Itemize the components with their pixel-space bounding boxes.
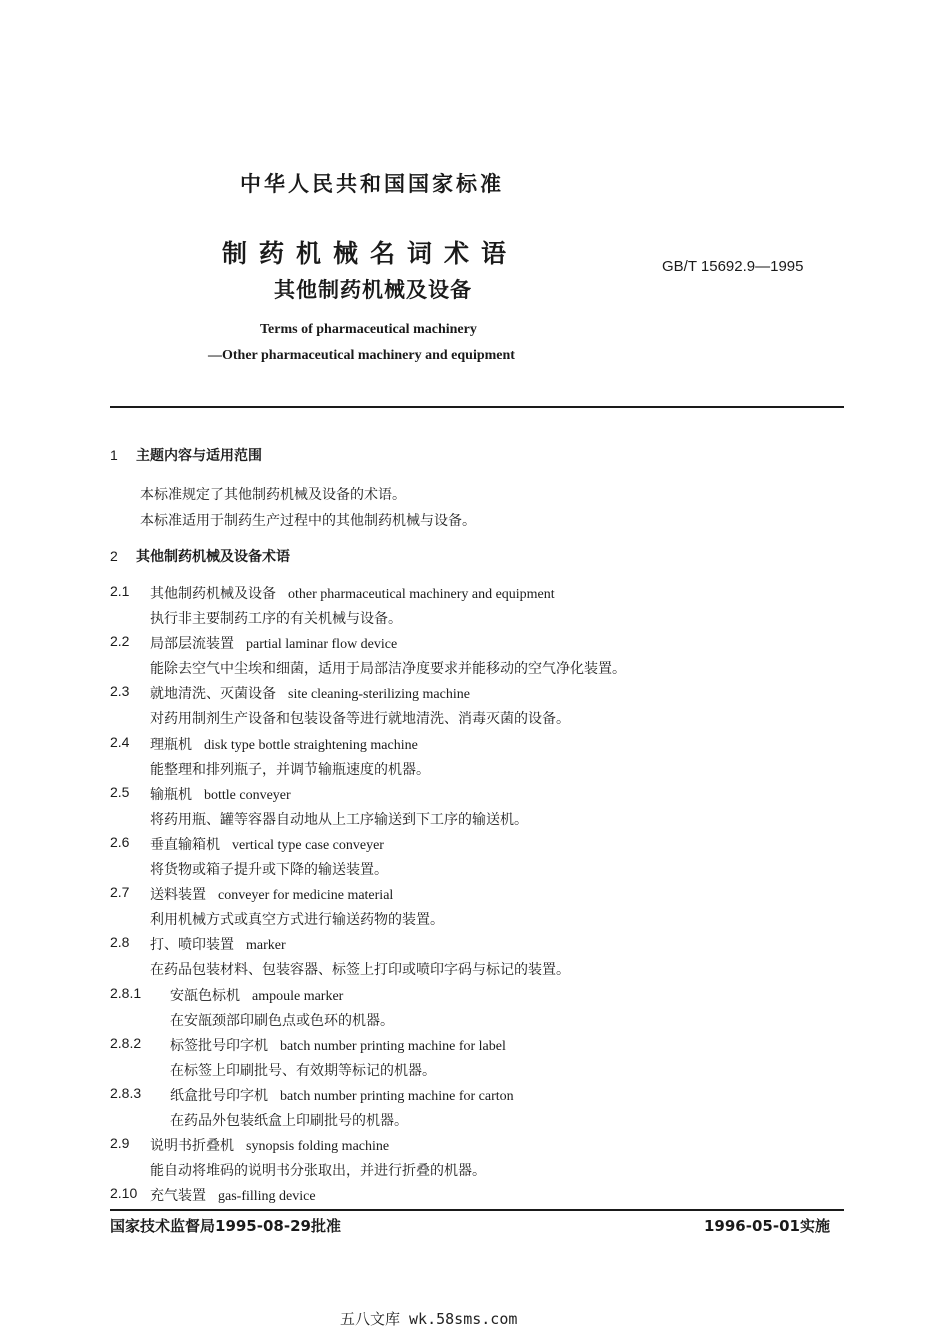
term-en: batch number printing machine for label (280, 1039, 506, 1054)
term-en: ampoule marker (252, 989, 344, 1004)
term-definition: 在药品包装材料、包装容器、标签上打印或喷印字码与标记的装置。 (150, 962, 570, 978)
term-entry (170, 985, 343, 1005)
english-subtitle: —Other pharmaceutical machinery and equipment (208, 348, 515, 363)
term-definition: 能整理和排列瓶子，并调节输瓶速度的机器。 (150, 762, 430, 778)
term-zh: 安瓿色标机 (170, 988, 240, 1004)
term-en: gas-filling device (218, 1189, 316, 1204)
term-entry (150, 1185, 316, 1205)
term-entry (170, 1035, 506, 1055)
term-number: 2.8.3 (110, 1085, 142, 1101)
term-zh: 垂直输箱机 (150, 837, 220, 853)
term-entry (150, 834, 384, 854)
header-divider (110, 406, 844, 408)
term-en: marker (246, 938, 286, 953)
term-definition: 将药用瓶、罐等容器自动地从上工序输送到下工序的输送机。 (150, 812, 528, 828)
effective-date: 1996-05-01实施 (704, 1217, 830, 1235)
term-entry (150, 683, 470, 703)
term-zh: 就地清洗、灭菌设备 (150, 686, 276, 702)
footer-divider (110, 1209, 844, 1211)
approval-date: 国家技术监督局1995-08-29批准 (110, 1217, 341, 1235)
term-zh: 其他制药机械及设备 (150, 586, 276, 602)
term-en: vertical type case conveyer (232, 838, 384, 853)
section-number: 1 (110, 447, 118, 463)
term-entry (150, 734, 418, 754)
term-number: 2.8.2 (110, 1035, 142, 1051)
english-title: Terms of pharmaceutical machinery (260, 322, 477, 337)
watermark-text: 五八文库 wk.58sms.com (340, 1310, 518, 1328)
term-number: 2.8 (110, 934, 130, 950)
term-number: 2.4 (110, 734, 130, 750)
standard-code: GB/T 15692.9—1995 (662, 258, 804, 275)
term-entry (150, 934, 286, 954)
page-title: 制药机械名词术语 (222, 239, 519, 268)
term-en: other pharmaceutical machinery and equipment (288, 587, 555, 602)
term-en: partial laminar flow device (246, 637, 398, 652)
term-entry (170, 1085, 514, 1105)
term-en: site cleaning-sterilizing machine (288, 687, 470, 702)
term-number: 2.3 (110, 683, 130, 699)
term-entry (150, 583, 555, 603)
term-zh: 打、喷印装置 (150, 937, 234, 953)
term-definition: 能自动将堆码的说明书分张取出，并进行折叠的机器。 (150, 1163, 486, 1179)
term-zh: 说明书折叠机 (150, 1138, 234, 1154)
term-zh: 纸盒批号印字机 (170, 1088, 268, 1104)
term-number: 2.2 (110, 633, 130, 649)
term-zh: 输瓶机 (150, 787, 192, 803)
term-number: 2.1 (110, 583, 130, 599)
term-number: 2.5 (110, 784, 130, 800)
section-number: 2 (110, 548, 118, 564)
national-standard-label: 中华人民共和国国家标准 (240, 172, 504, 196)
term-entry (150, 784, 291, 804)
term-entry (150, 1135, 389, 1155)
term-definition: 对药用制剂生产设备和包装设备等进行就地清洗、消毒灭菌的设备。 (150, 711, 570, 727)
term-entry (150, 884, 393, 904)
term-definition: 在药品外包装纸盒上印刷批号的机器。 (170, 1113, 408, 1129)
term-number: 2.7 (110, 884, 130, 900)
term-en: batch number printing machine for carton (280, 1089, 514, 1104)
term-zh: 局部层流装置 (150, 636, 234, 652)
term-en: synopsis folding machine (246, 1139, 390, 1154)
section-title: 其他制药机械及设备术语 (136, 549, 290, 565)
term-zh: 理瓶机 (150, 737, 192, 753)
term-definition: 将货物或箱子提升或下降的输送装置。 (150, 862, 388, 878)
term-number: 2.10 (110, 1185, 138, 1201)
section-2-heading (110, 546, 290, 566)
term-entry (150, 633, 397, 653)
term-definition: 能除去空气中尘埃和细菌，适用于局部洁净度要求并能移动的空气净化装置。 (150, 661, 626, 677)
term-number: 2.9 (110, 1135, 130, 1151)
paragraph: 本标准规定了其他制药机械及设备的术语。 (140, 487, 406, 503)
term-zh: 送料装置 (150, 887, 206, 903)
section-1-heading (110, 445, 262, 465)
term-zh: 充气装置 (150, 1188, 206, 1204)
term-definition: 利用机械方式或真空方式进行输送药物的装置。 (150, 912, 444, 928)
term-definition: 在标签上印刷批号、有效期等标记的机器。 (170, 1063, 436, 1079)
section-title: 主题内容与适用范围 (136, 448, 262, 464)
term-definition: 在安瓿颈部印刷色点或色环的机器。 (170, 1013, 394, 1029)
term-en: disk type bottle straightening machine (204, 738, 418, 753)
term-number: 2.6 (110, 834, 130, 850)
page-subtitle: 其他制药机械及设备 (274, 278, 472, 302)
term-zh: 标签批号印字机 (170, 1038, 268, 1054)
term-number: 2.8.1 (110, 985, 142, 1001)
paragraph: 本标准适用于制药生产过程中的其他制药机械与设备。 (140, 513, 476, 529)
term-definition: 执行非主要制药工序的有关机械与设备。 (150, 611, 402, 627)
term-en: conveyer for medicine material (218, 888, 394, 903)
term-en: bottle conveyer (204, 788, 291, 803)
